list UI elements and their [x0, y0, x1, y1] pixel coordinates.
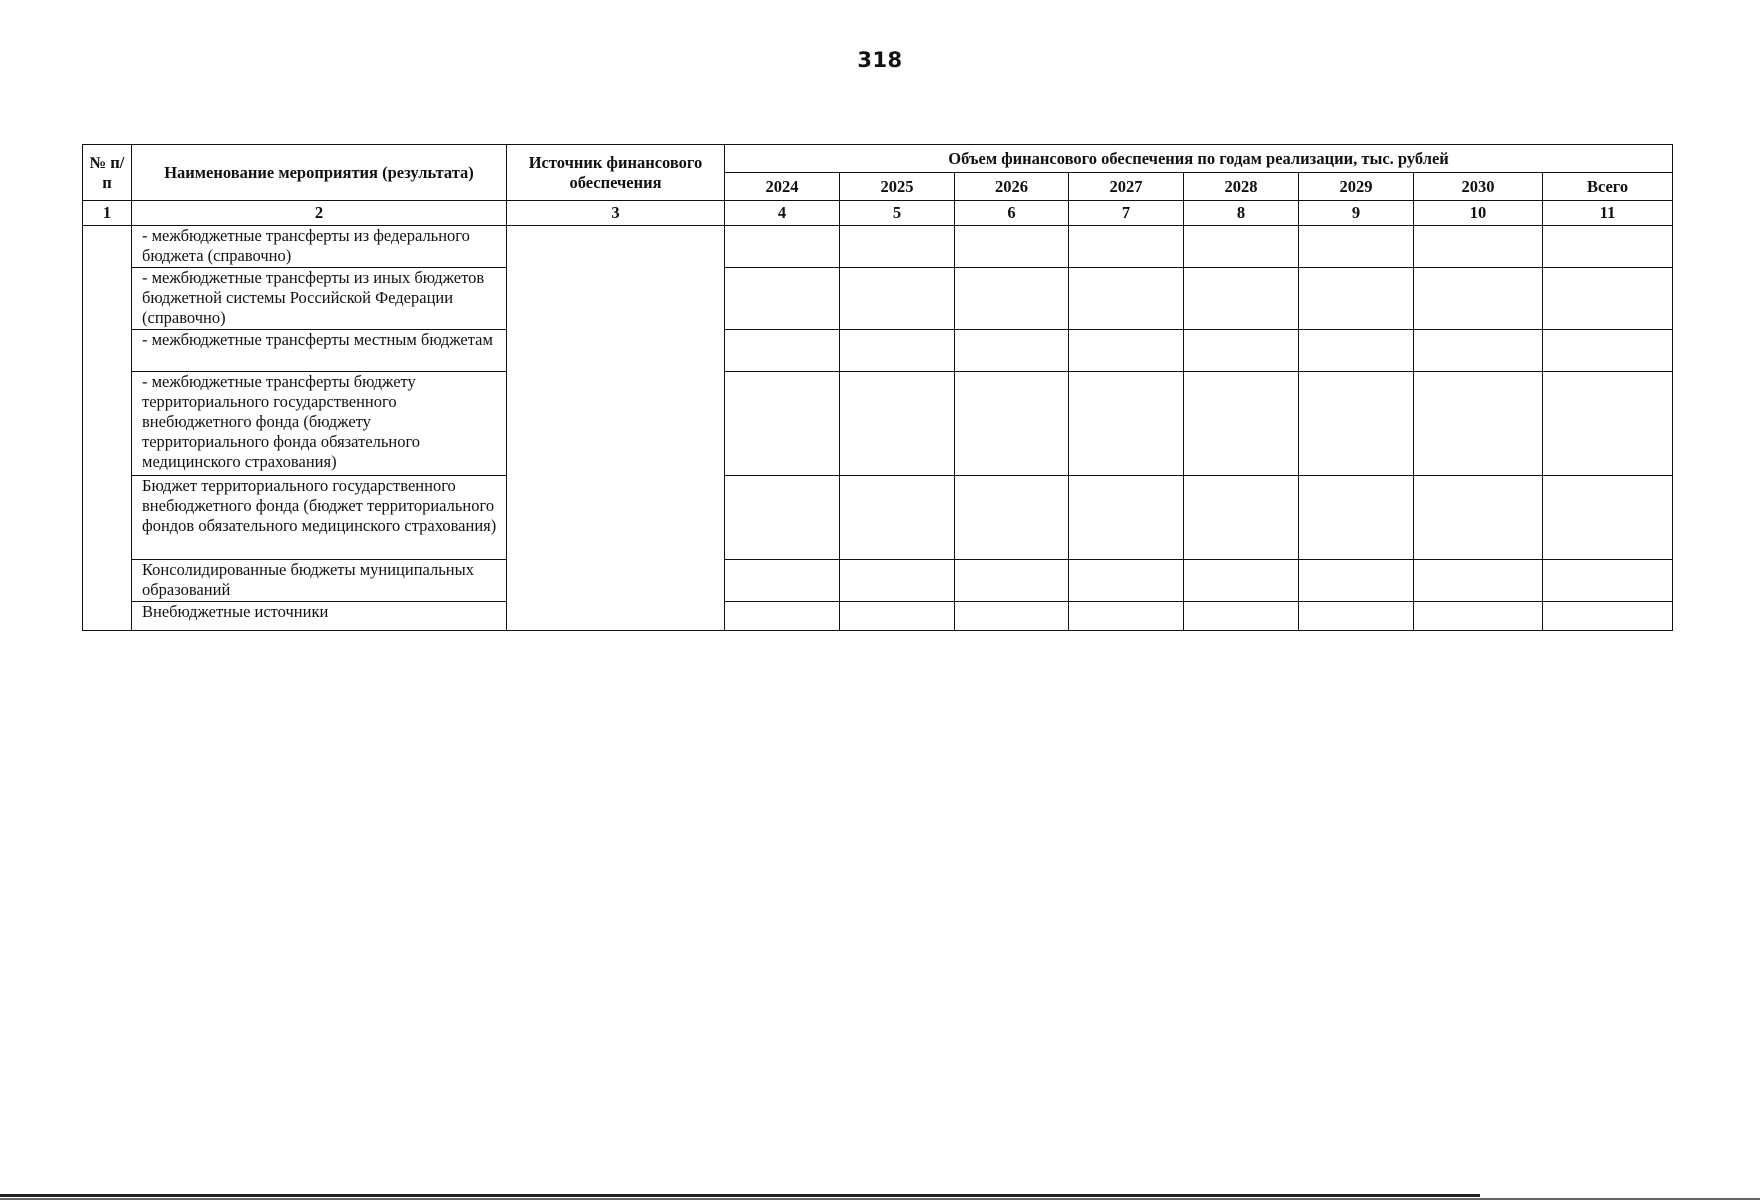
page-number: 318 — [857, 48, 903, 72]
value-cell — [1299, 226, 1414, 268]
value-cell — [1414, 602, 1543, 631]
header-volume: Объем финансового обеспечения по годам реализации, тыс. рублей — [725, 145, 1673, 173]
value-cell — [1184, 372, 1299, 476]
value-cell — [1414, 330, 1543, 372]
value-cell — [1299, 372, 1414, 476]
value-cell — [1184, 476, 1299, 560]
value-cell — [1299, 602, 1414, 631]
value-cell — [725, 476, 840, 560]
row-name: Внебюджетные источники — [132, 602, 507, 631]
value-cell — [840, 372, 955, 476]
value-cell — [1414, 226, 1543, 268]
column-number: 1 — [83, 201, 132, 226]
value-cell — [1414, 268, 1543, 330]
column-number: 11 — [1543, 201, 1673, 226]
column-number: 6 — [955, 201, 1069, 226]
value-cell — [955, 476, 1069, 560]
value-cell — [1184, 602, 1299, 631]
value-cell — [840, 330, 955, 372]
scan-edge-line — [0, 1194, 1480, 1197]
header-year: 2028 — [1184, 173, 1299, 201]
financing-table — [82, 144, 1673, 631]
header-year: 2025 — [840, 173, 955, 201]
row-name: - межбюджетные трансферты из иных бюджетов бюджетной системы Российской Федерации (справочно) — [132, 268, 507, 330]
value-cell — [1543, 330, 1673, 372]
value-cell — [840, 226, 955, 268]
value-cell — [840, 602, 955, 631]
value-cell — [725, 602, 840, 631]
value-cell — [1069, 476, 1184, 560]
value-cell — [1069, 372, 1184, 476]
value-cell — [840, 560, 955, 602]
column-number: 8 — [1184, 201, 1299, 226]
value-cell — [725, 372, 840, 476]
value-cell — [725, 226, 840, 268]
value-cell — [1184, 560, 1299, 602]
header-name: Наименование мероприятия (результата) — [132, 145, 507, 201]
header-year: 2030 — [1414, 173, 1543, 201]
value-cell — [1543, 476, 1673, 560]
value-cell — [1543, 226, 1673, 268]
header-year: 2027 — [1069, 173, 1184, 201]
row-name: Консолидированные бюджеты муниципальных образований — [132, 560, 507, 602]
value-cell — [1069, 602, 1184, 631]
value-cell — [1069, 560, 1184, 602]
header-year: 2024 — [725, 173, 840, 201]
value-cell — [1543, 372, 1673, 476]
value-cell — [1414, 372, 1543, 476]
value-cell — [955, 268, 1069, 330]
value-cell — [1543, 602, 1673, 631]
column-number: 7 — [1069, 201, 1184, 226]
value-cell — [725, 268, 840, 330]
value-cell — [840, 268, 955, 330]
value-cell — [955, 560, 1069, 602]
value-cell — [1543, 268, 1673, 330]
row-name: - межбюджетные трансферты бюджету территориального государственного внебюджетного фонда (бюджету территориального фонда обязательного медицинского страхования) — [132, 372, 507, 476]
header-num: № п/п — [83, 145, 132, 201]
value-cell — [1069, 268, 1184, 330]
header-source: Источник финансового обеспечения — [507, 145, 725, 201]
value-cell — [1414, 560, 1543, 602]
value-cell — [1184, 330, 1299, 372]
value-cell — [1299, 560, 1414, 602]
value-cell — [725, 560, 840, 602]
value-cell — [725, 330, 840, 372]
row-name: - межбюджетные трансферты из федерального бюджета (справочно) — [132, 226, 507, 268]
value-cell — [1299, 330, 1414, 372]
value-cell — [955, 602, 1069, 631]
column-number: 3 — [507, 201, 725, 226]
header-year: 2029 — [1299, 173, 1414, 201]
column-number: 10 — [1414, 201, 1543, 226]
column-number: 4 — [725, 201, 840, 226]
value-cell — [1299, 268, 1414, 330]
value-cell — [1184, 268, 1299, 330]
value-cell — [1069, 330, 1184, 372]
value-cell — [955, 330, 1069, 372]
value-cell — [1543, 560, 1673, 602]
source-cell — [507, 226, 725, 631]
row-name: - межбюджетные трансферты местным бюджетам — [132, 330, 507, 372]
column-number: 2 — [132, 201, 507, 226]
column-number: 5 — [840, 201, 955, 226]
value-cell — [955, 372, 1069, 476]
header-year: 2026 — [955, 173, 1069, 201]
value-cell — [1299, 476, 1414, 560]
value-cell — [1184, 226, 1299, 268]
value-cell — [1414, 476, 1543, 560]
column-number: 9 — [1299, 201, 1414, 226]
value-cell — [840, 476, 955, 560]
value-cell — [1069, 226, 1184, 268]
value-cell — [955, 226, 1069, 268]
row-number-cell — [83, 226, 132, 631]
row-name: Бюджет территориального государственного внебюджетного фонда (бюджет территориального фондов обязательного медицинского страхования) — [132, 476, 507, 560]
header-total: Всего — [1543, 173, 1673, 201]
